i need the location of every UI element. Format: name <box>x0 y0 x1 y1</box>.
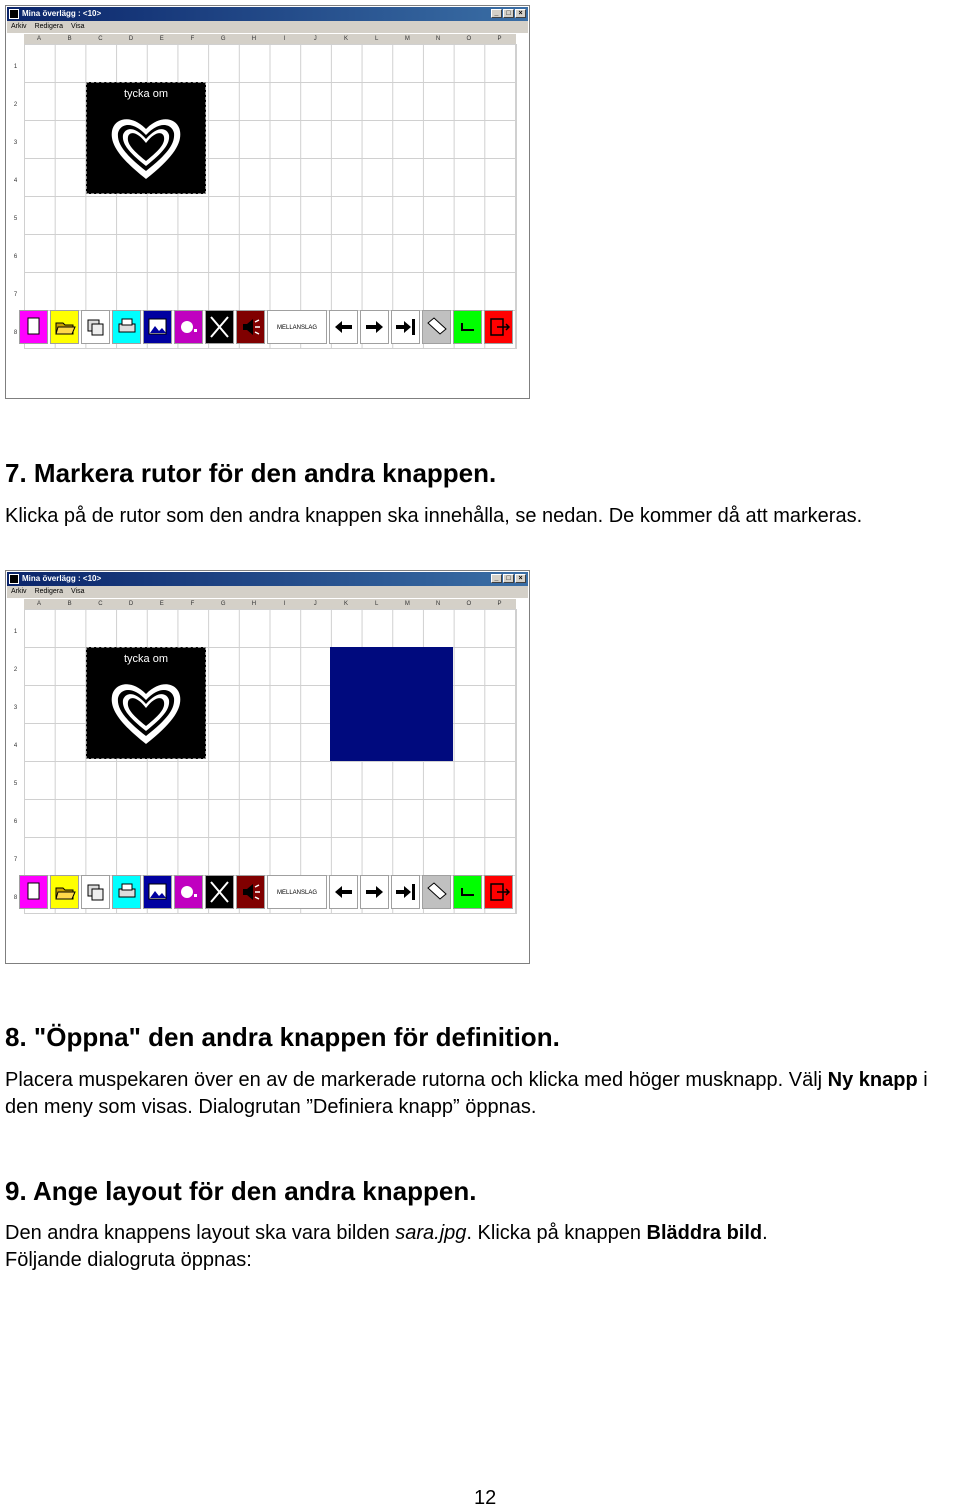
column-label: K <box>343 601 348 607</box>
maximize-button[interactable]: □ <box>503 574 514 583</box>
window-titlebar <box>7 572 528 586</box>
toolbar-enter-icon[interactable] <box>453 310 482 344</box>
menu-item-0[interactable]: Arkiv <box>11 23 27 30</box>
app-system-icon[interactable] <box>9 574 19 584</box>
step7-heading: 7. Markera rutor för den andra knappen. <box>5 458 497 488</box>
column-label: D <box>128 601 134 607</box>
minimize-button[interactable]: _ <box>491 574 502 583</box>
step9-text-c: . <box>762 1222 768 1244</box>
step8-bold-term: Ny knapp <box>827 1069 918 1091</box>
window-controls <box>491 9 526 18</box>
toolbar-copy-icon[interactable] <box>81 875 110 909</box>
column-label: N <box>435 36 441 42</box>
maximize-button[interactable]: □ <box>503 9 514 18</box>
menu-bar <box>7 586 528 598</box>
column-label: M <box>404 601 410 607</box>
close-button[interactable]: × <box>515 9 526 18</box>
column-label: K <box>343 36 348 42</box>
row-label: 2 <box>13 102 18 108</box>
row-label: 7 <box>13 857 18 863</box>
toolbar-arrow-right-icon[interactable] <box>360 875 389 909</box>
toolbar-arrow-right-bar-icon[interactable] <box>391 875 420 909</box>
menu-item-1[interactable]: Redigera <box>34 588 63 595</box>
toolbar-speaker-icon[interactable] <box>236 310 265 344</box>
toolbar-cancel-icon[interactable] <box>205 875 234 909</box>
row-label: 6 <box>13 254 18 260</box>
toolbar-arrow-right-bar-icon[interactable] <box>391 310 420 344</box>
toolbar-cancel-icon[interactable] <box>205 310 234 344</box>
menu-bar <box>7 21 528 33</box>
toolbar-new-page-icon[interactable] <box>19 310 48 344</box>
row-label: 3 <box>13 140 18 146</box>
window-controls <box>491 574 526 583</box>
column-label: C <box>98 601 103 607</box>
column-label: O <box>466 36 472 42</box>
toolbar-speaker-icon[interactable] <box>236 875 265 909</box>
row-label: 2 <box>13 667 18 673</box>
app-system-icon[interactable] <box>9 9 19 19</box>
step8-heading: 8. "Öppna" den andra knappen för definition. <box>5 1022 560 1052</box>
minimize-button[interactable]: _ <box>491 9 502 18</box>
row-label: 8 <box>13 895 18 901</box>
column-header <box>24 34 516 44</box>
toolbar-print-icon[interactable] <box>112 875 141 909</box>
step9-heading: 9. Ange layout för den andra knappen. <box>5 1176 477 1206</box>
row-label: 1 <box>13 64 18 70</box>
row-label: 4 <box>13 178 18 184</box>
toolbar-copy-icon[interactable] <box>81 310 110 344</box>
toolbar <box>19 310 511 346</box>
column-label: E <box>159 36 164 42</box>
column-label: A <box>36 601 41 607</box>
toolbar <box>19 875 511 911</box>
window-title: Mina överlägg : <10> <box>22 9 102 18</box>
toolbar-enter-icon[interactable] <box>453 875 482 909</box>
window-titlebar <box>7 7 528 21</box>
column-label: N <box>435 601 441 607</box>
column-label: O <box>466 601 472 607</box>
column-header <box>24 599 516 609</box>
step9-text-b: . Klicka på knappen <box>466 1222 647 1244</box>
row-label: 5 <box>13 216 18 222</box>
toolbar-exit-icon[interactable] <box>484 875 513 909</box>
mellanslag-label: MELLANSLAG <box>276 890 318 896</box>
step7-text: Klicka på de rutor som den andra knappen ska innehålla, se nedan. De kommer då att markeras. <box>5 505 863 527</box>
column-label: I <box>283 36 286 42</box>
menu-item-1[interactable]: Redigera <box>34 23 63 30</box>
app-window-screenshot-1 <box>5 5 530 399</box>
toolbar-new-page-icon[interactable] <box>19 875 48 909</box>
toolbar-image-gallery-icon[interactable] <box>143 875 172 909</box>
step8-text-b: i den meny som visas. Dialogrutan ”Definiera knapp” öppnas. <box>5 1069 928 1118</box>
toolbar-arrow-right-icon[interactable] <box>360 310 389 344</box>
column-label: P <box>497 36 502 42</box>
row-label: 8 <box>13 330 18 336</box>
heart-icon <box>108 678 184 748</box>
toolbar-shapes-icon[interactable] <box>174 310 203 344</box>
selected-cells[interactable] <box>330 647 453 761</box>
row-header <box>7 609 24 919</box>
column-label: A <box>36 36 41 42</box>
mellanslag-label: MELLANSLAG <box>276 325 318 331</box>
column-label: C <box>98 36 103 42</box>
menu-item-2[interactable]: Visa <box>70 588 85 595</box>
row-label: 6 <box>13 819 18 825</box>
window-title: Mina överlägg : <10> <box>22 574 102 583</box>
toolbar-arrow-left-icon[interactable] <box>329 310 358 344</box>
row-label: 7 <box>13 292 18 298</box>
card-label: tycka om <box>123 88 168 100</box>
column-label: G <box>220 36 226 42</box>
row-header <box>7 44 24 354</box>
column-label: F <box>190 36 195 42</box>
step8-text-a: Placera muspekaren över en av de markerade rutorna och klicka med höger musknapp. Välj <box>5 1069 828 1091</box>
column-label: L <box>375 601 379 607</box>
menu-item-0[interactable]: Arkiv <box>11 588 27 595</box>
row-label: 4 <box>13 743 18 749</box>
row-label: 1 <box>13 629 18 635</box>
button-grid[interactable] <box>24 609 517 914</box>
toolbar-mellanslag-key[interactable] <box>267 310 327 344</box>
toolbar-open-folder-icon[interactable] <box>50 310 79 344</box>
button-card-tycka-om[interactable] <box>86 647 206 759</box>
column-label: I <box>283 601 286 607</box>
toolbar-exit-icon[interactable] <box>484 310 513 344</box>
step9-bold-term: Bläddra bild <box>646 1222 763 1244</box>
column-label: J <box>313 601 317 607</box>
step9-text-a: Den andra knappens layout ska vara bilden <box>5 1222 396 1244</box>
toolbar-eraser-icon[interactable] <box>422 310 451 344</box>
menu-item-2[interactable]: Visa <box>70 23 85 30</box>
column-label: H <box>251 601 257 607</box>
toolbar-image-gallery-icon[interactable] <box>143 310 172 344</box>
card-label: tycka om <box>123 653 168 665</box>
toolbar-print-icon[interactable] <box>112 310 141 344</box>
toolbar-eraser-icon[interactable] <box>422 875 451 909</box>
page-number: 12 <box>474 1487 497 1509</box>
toolbar-open-folder-icon[interactable] <box>50 875 79 909</box>
column-label: P <box>497 601 502 607</box>
step9-text-d: Följande dialogruta öppnas: <box>5 1249 252 1271</box>
close-button[interactable]: × <box>515 574 526 583</box>
button-card-tycka-om[interactable] <box>86 82 206 194</box>
toolbar-shapes-icon[interactable] <box>174 875 203 909</box>
button-grid[interactable] <box>24 44 517 349</box>
heart-icon <box>108 113 184 183</box>
column-label: F <box>190 601 195 607</box>
column-label: E <box>159 601 164 607</box>
column-label: G <box>220 601 226 607</box>
app-window-screenshot-2 <box>5 570 530 964</box>
toolbar-mellanslag-key[interactable] <box>267 875 327 909</box>
row-label: 3 <box>13 705 18 711</box>
step9-filename: sara.jpg <box>395 1222 467 1244</box>
column-label: J <box>313 36 317 42</box>
column-label: L <box>375 36 379 42</box>
column-label: H <box>251 36 257 42</box>
toolbar-arrow-left-icon[interactable] <box>329 875 358 909</box>
column-label: B <box>67 601 72 607</box>
column-label: D <box>128 36 134 42</box>
step8-text <box>5 1067 960 1121</box>
row-label: 5 <box>13 781 18 787</box>
step9-text <box>5 1220 960 1274</box>
column-label: M <box>404 36 410 42</box>
column-label: B <box>67 36 72 42</box>
